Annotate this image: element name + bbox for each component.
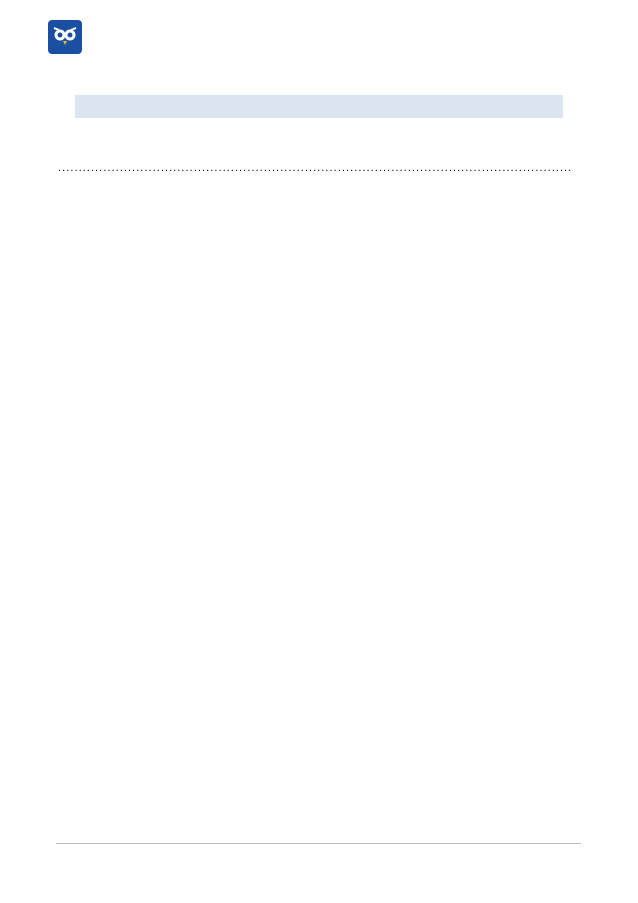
table-of-contents xyxy=(56,162,573,189)
owl-logo-icon xyxy=(48,20,82,54)
lesson-title xyxy=(75,95,563,118)
section-heading xyxy=(56,579,71,595)
estrategia-logo xyxy=(48,16,198,64)
footer-divider xyxy=(56,843,581,844)
toc-item-2-1[interactable] xyxy=(56,162,573,189)
